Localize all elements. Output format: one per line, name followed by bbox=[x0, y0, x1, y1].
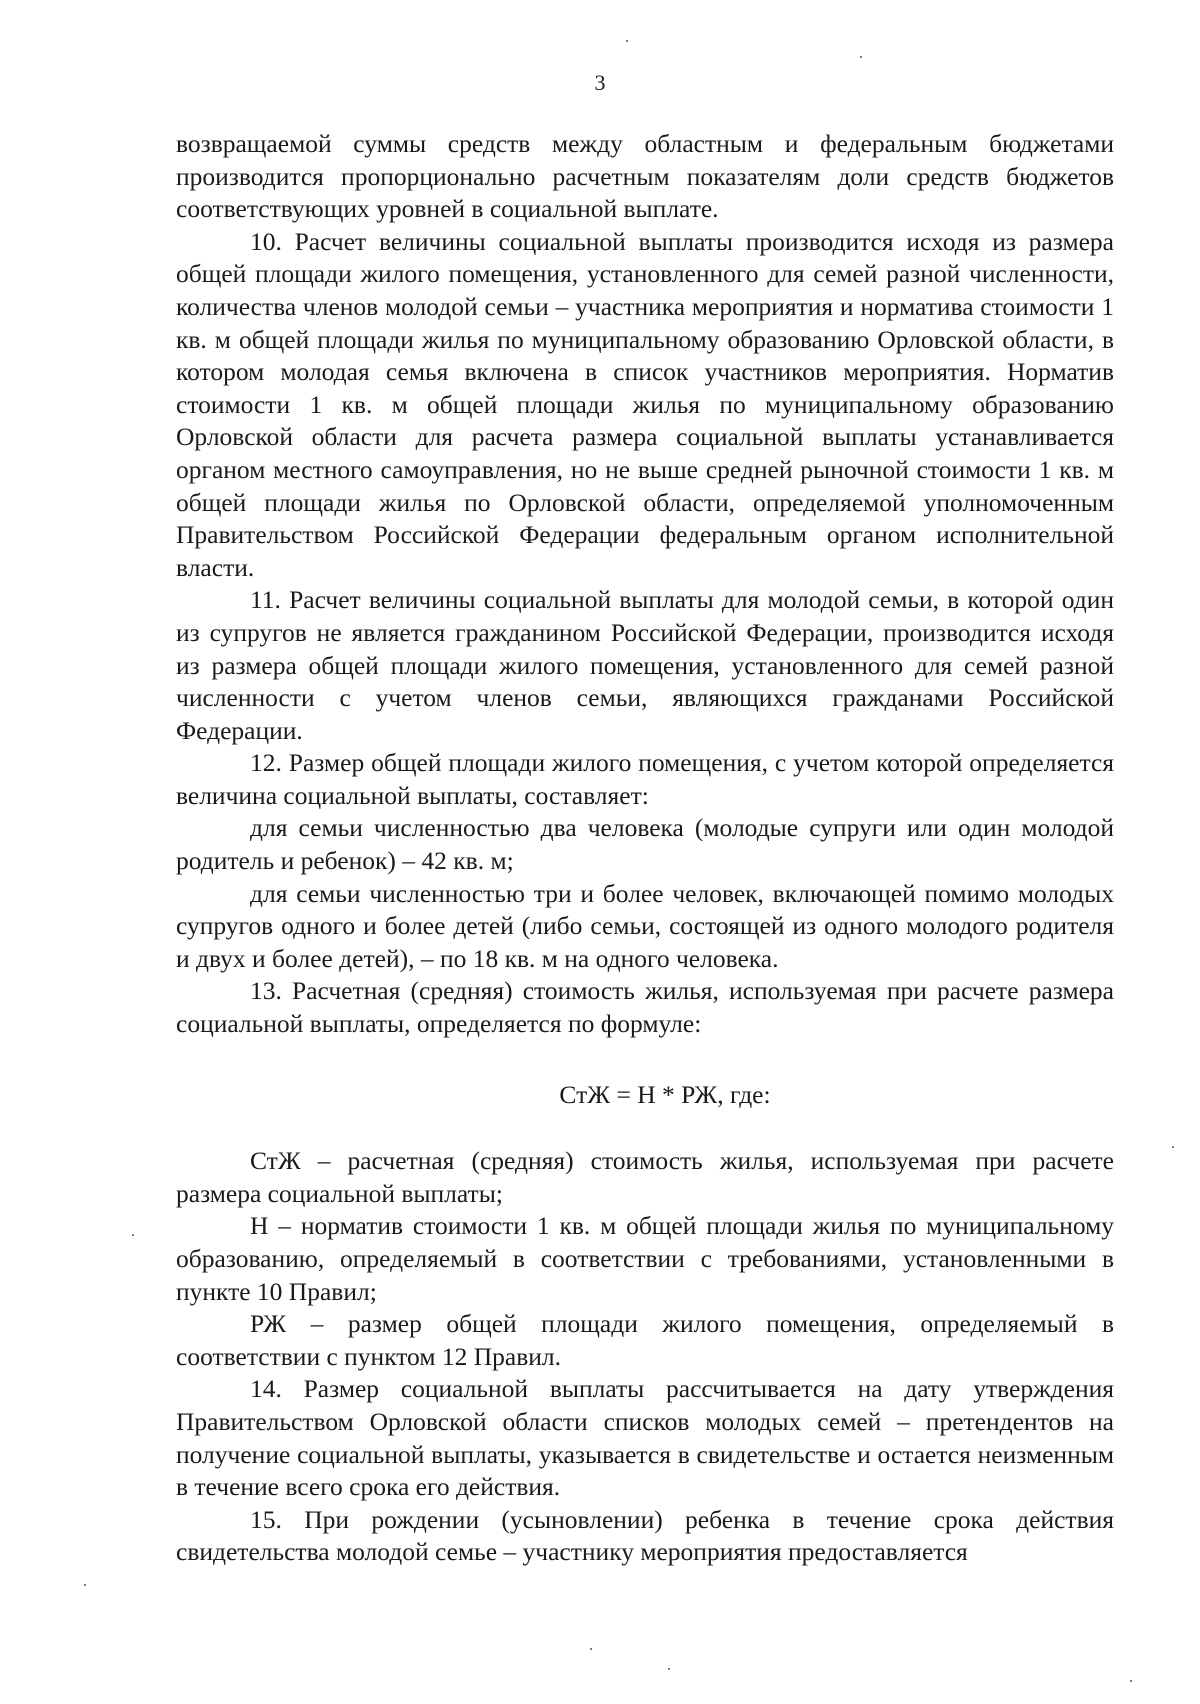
scan-speck bbox=[1172, 1146, 1174, 1148]
paragraph-13: 13. Расчетная (средняя) стоимость жилья, используемая при расчете размера социальной выплаты, определяется по формуле: bbox=[176, 976, 1114, 1039]
paragraph-12: 12. Размер общей площади жилого помещения, с учетом которой определяется величина социальной выплаты, составляет: bbox=[176, 748, 1114, 810]
document-body bbox=[176, 128, 1114, 1569]
scan-speck bbox=[1130, 1680, 1132, 1682]
page-number: 3 bbox=[594, 70, 606, 95]
definition-stzh: СтЖ – расчетная (средняя) стоимость жилья, используемая при расчете размера социальной выплаты; bbox=[176, 1146, 1114, 1208]
definition-n: Н – норматив стоимости 1 кв. м общей площади жилья по муниципальному образованию, определяемый в соответствии с требованиями, установленными в пункте 10 Правил; bbox=[176, 1211, 1114, 1306]
scan-speck bbox=[132, 1234, 134, 1236]
definition-rzh: РЖ – размер общей площади жилого помещения, определяемый в соответствии с пунктом 12 Правил. bbox=[176, 1309, 1114, 1371]
paragraph-12-item-two-persons: для семьи численностью два человека (молодые супруги или один молодой родитель и ребенок) – 42 кв. м; bbox=[176, 813, 1114, 876]
paragraph-continuation: возвращаемой суммы средств между областным и федеральным бюджетами производится пропорционально расчетным показателям доли средств бюджетов соответствующих уровней в социальной выплате. bbox=[176, 129, 1114, 224]
scan-speck bbox=[860, 56, 862, 58]
scan-speck bbox=[668, 1668, 670, 1670]
scan-speck bbox=[590, 1648, 592, 1650]
paragraph-15: 15. При рождении (усыновлении) ребенка в течение срока действия свидетельства молодой семье – участнику мероприятия предоставляется bbox=[176, 1504, 1114, 1567]
scan-speck bbox=[626, 40, 628, 42]
scan-speck bbox=[84, 1584, 86, 1586]
paragraph-10: 10. Расчет величины социальной выплаты производится исходя из размера общей площади жилого помещения, установленного для семей разной численности, количества членов молодой семьи – участника мероприятия и норматива стоимости 1 кв. м общей площади жилья по муниципальному образованию Орловской области, в котором молодая семья включена в список участников мероприятия. Норматив стоимости 1 кв. м общей площади жилья по муниципальному образованию Орловской области для расчета размера социальной выплаты устанавливается органом местного самоуправления, но не выше средней рыночной стоимости 1 кв. м общей площади жилья по Орловской области, определяемой уполномоченным Правительством Российской Федерации федеральным органом исполнительной власти. bbox=[176, 226, 1114, 582]
paragraph-11: 11. Расчет величины социальной выплаты для молодой семьи, в которой один из супругов не является гражданином Российской Федерации, производится исходя из размера общей площади жилого помещения, установленного для семей разной численности с учетом членов семьи, являющихся гражданами Российской Федерации. bbox=[176, 585, 1114, 745]
paragraph-12-item-three-plus: для семьи численностью три и более человек, включающей помимо молодых супругов одного и более детей (либо семьи, состоящей из одного молодого родителя и двух и более детей), – по 18 кв. м на одного человека. bbox=[176, 878, 1114, 973]
formula: СтЖ = Н * РЖ, где: bbox=[559, 1079, 771, 1109]
paragraph-14: 14. Размер социальной выплаты рассчитывается на дату утверждения Правительством Орловской области списков молодых семей – претендентов на получение социальной выплаты, указывается в свидетельстве и остается неизменным в течение всего срока его действия. bbox=[176, 1374, 1114, 1502]
